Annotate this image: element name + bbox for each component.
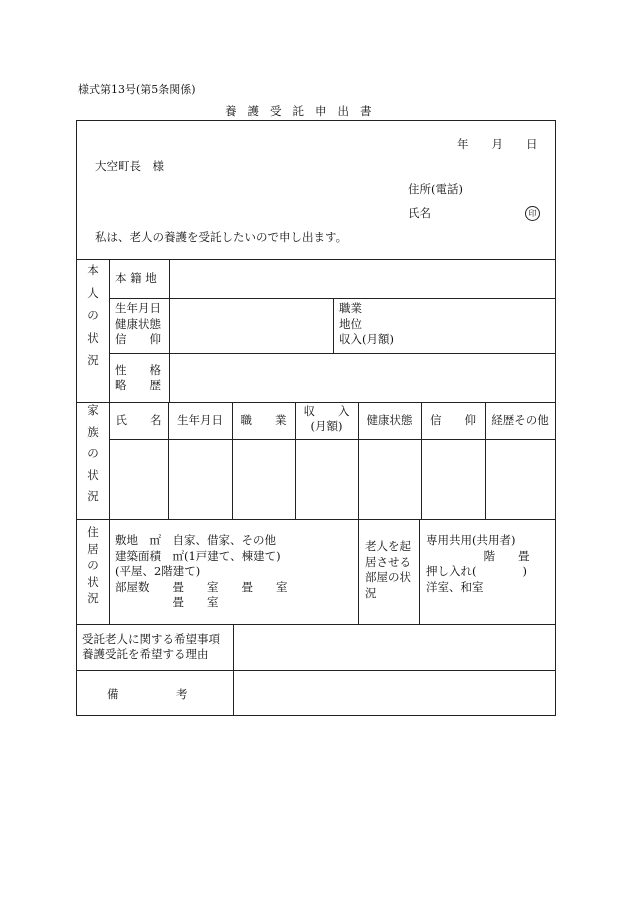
divider [77, 670, 555, 671]
family-col-history: 経歴その他 [491, 413, 549, 427]
divider [169, 259, 170, 403]
divider [333, 298, 334, 353]
divider [419, 519, 420, 624]
divider [109, 439, 555, 440]
family-section-label: 家 族 の 状 況 [87, 403, 99, 503]
form-number: 様式第13号(第5条関係) [78, 83, 196, 96]
family-col-health: 健康状態 [366, 413, 413, 427]
divider [109, 353, 555, 354]
registered-domicile-label: 本 籍 地 [115, 271, 157, 285]
residence-section-label: 住 居 の 状 況 [87, 525, 99, 605]
occupation-income-label: 職業 地位 収入(月額) [339, 301, 394, 346]
divider [77, 402, 555, 403]
divider [109, 259, 110, 624]
residence-details: 敷地 ㎡ 自家、借家、その他 建築面積 ㎡(1戸建て、棟建て) (平屋、2階建て) 部屋数 畳 室 畳 室 畳 室 [115, 533, 288, 609]
date-field: 年 月 日 [457, 137, 538, 151]
address-label: 住所(電話) [408, 182, 463, 196]
divider [109, 298, 555, 299]
family-col-birthdate: 生年月日 [177, 413, 223, 427]
divider [233, 624, 234, 716]
divider [77, 259, 555, 260]
family-col-name: 氏 名 [115, 413, 162, 427]
remarks-label: 備 考 [107, 687, 188, 701]
seal-icon: 印 [525, 206, 540, 221]
form-table [76, 120, 556, 716]
personal-section-label: 本 人 の 状 況 [87, 263, 99, 367]
form-title: 養護受託申出書 [225, 104, 383, 118]
room-label: 老人を起 居させる 部屋の状 況 [365, 539, 411, 600]
room-details: 専用共用(共用者) 階 畳 押し入れ( ) 洋室、和室 [426, 533, 530, 594]
family-col-occupation: 職 業 [240, 413, 287, 427]
divider [358, 519, 359, 624]
family-col-faith: 信 仰 [430, 413, 476, 427]
name-label: 氏名 [408, 206, 431, 220]
application-statement: 私は、老人の養護を受託したいので申し出ます。 [95, 230, 348, 244]
family-col-income: 収 入 (月額) [303, 404, 350, 433]
divider [77, 519, 555, 520]
character-history-label: 性 格 略 歴 [115, 363, 161, 392]
divider [77, 624, 555, 625]
birth-health-faith-label: 生年月日 健康状態 信 仰 [115, 301, 161, 346]
seal-mark [525, 205, 540, 221]
requests-label: 受託老人に関する希望事項 養護受託を希望する理由 [82, 632, 220, 661]
addressee: 大空町長 様 [95, 159, 164, 173]
